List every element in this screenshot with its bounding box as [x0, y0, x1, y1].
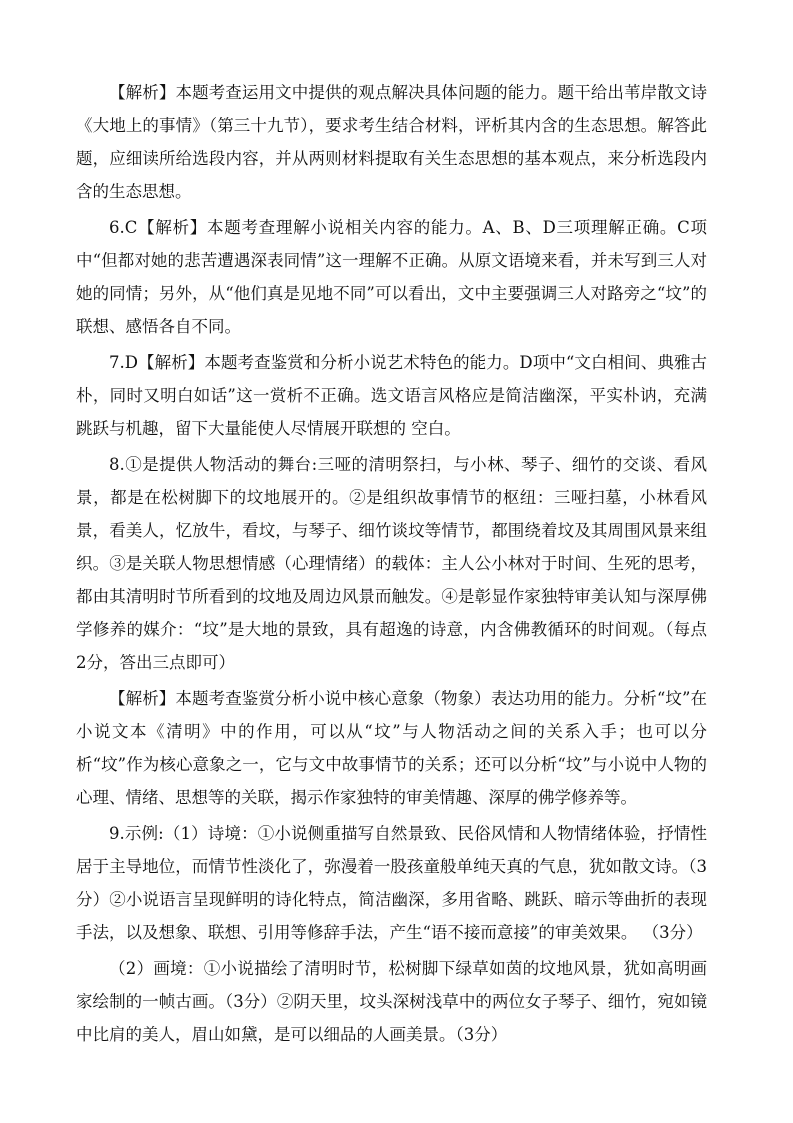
answer-paragraph-q8: 8.①是提供人物活动的舞台:三哑的清明祭扫，与小林、琴子、细竹的交谈、看风景，都是在松树脚下的坟地展开的。②是组织故事情节的枢纽：三哑扫墓，小林看风景，看美人，忆放牛，看坟，与琴子、细竹谈坟等情节，都围绕着坟及其周围风景来组织。③是关联人物思想情感（心理情绪）的载体：主人公小林对于时间、生死的思考，都由其清明时节所看到的坟地及周边风景而触发。④是彰显作家独特审美认知与深厚佛学修养的媒介：“坟”是大地的景致，具有超逸的诗意，内含佛教循环的时间观。（每点 2分，答出三点即可）	[76, 455, 707, 672]
answer-paragraph-q7: 7.D【解析】本题考查鉴赏和分析小说艺术特色的能力。D项中“文白相间、典雅古朴，同时又明白如话”这一赏析不正确。选文语言风格应是简洁幽深，平实朴讷，充满跳跃与机趣，留下大量能使人尽情展开联想的 空白。	[76, 353, 707, 438]
answer-paragraph-q9-part1: 9.示例:（1）诗境：①小说侧重描写自然景致、民俗风情和人物情绪体验，抒情性居于主导地位，而情节性淡化了，弥漫着一股孩童般单纯天真的气息，犹如散文诗。（3分）②小说语言呈现鲜明的诗化特点，简洁幽深，多用省略、跳跃、暗示等曲折的表现手法，以及想象、联想、引用等修辞手法，产生“语不接而意接”的审美效果。 （3分）	[76, 824, 707, 942]
answer-paragraph-q9-part2: （2）画境：①小说描绘了清明时节，松树脚下绿草如茵的坟地风景，犹如高明画家绘制的一帧古画。（3分）②阴天里，坟头深树浅草中的两位女子琴子、细竹，宛如镜中比肩的美人，眉山如黛，是可以细品的人画美景。（3分）	[76, 959, 707, 1044]
analysis-paragraph-q8: 【解析】本题考查鉴赏分析小说中核心意象（物象）表达功用的能力。分析“坟”在小说文本《清明》中的作用，可以从“坟”与人物活动之间的关系入手；也可以分析“坟”作为核心意象之一，它与文中故事情节的关系；还可以分析“坟”与小说中人物的心理、情绪、思想等的关联，揭示作家独特的审美情趣、深厚的佛学修养等。	[76, 689, 707, 807]
answer-paragraph-q6: 6.C【解析】本题考查理解小说相关内容的能力。A、B、D三项理解正确。C项中“但都对她的悲苦遭遇深表同情”这一理解不正确。从原文语境来看，并未写到三人对她的同情；另外，从“他们真是见地不同”可以看出，文中主要强调三人对路旁之“坟”的联想、感悟各自不同。	[76, 218, 707, 336]
analysis-paragraph-q5: 【解析】本题考查运用文中提供的观点解决具体问题的能力。题干给出苇岸散文诗《大地上的事情》（第三十九节），要求考生结合材料，评析其内含的生态思想。解答此题，应细读所给选段内容，并从两则材料提取有关生态思想的基本观点，来分析选段内含的生态思想。	[76, 83, 707, 201]
